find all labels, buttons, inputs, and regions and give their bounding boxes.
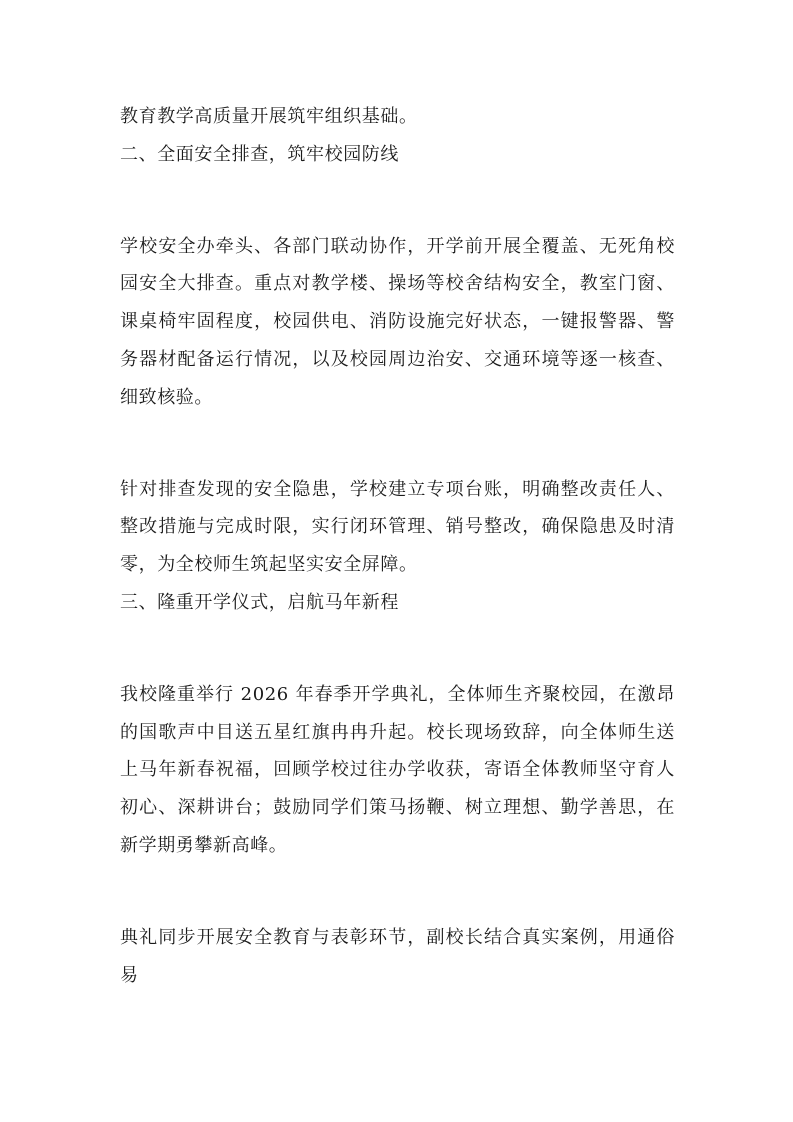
paragraph-opening-ceremony: 我校隆重举行 2026 年春季开学典礼，全体师生齐聚校园，在激昂的国歌声中目送五星红旗冉冉升起。校长现场致辞，向全体师生送上马年新春祝福，回顾学校过往办学收获，寄语全体教师坚守育人初心、深耕讲台；鼓励同学们策马扬鞭、树立理想、勤学善思，在新学期勇攀新高峰。	[120, 683, 675, 856]
paragraph-continuation: 教育教学高质量开展筑牢组织基础。	[120, 106, 418, 127]
section-heading-opening-ceremony: 三、隆重开学仪式，启航马年新程	[120, 591, 399, 613]
paragraph-hazard-rectification: 针对排查发现的安全隐患，学校建立专项台账，明确整改责任人、整改措施与完成时限，实行闭环管理、销号整改，确保隐患及时清零，为全校师生筑起坚实安全屏障。	[120, 478, 675, 576]
paragraph-safety-inspection: 学校安全办牵头、各部门联动协作，开学前开展全覆盖、无死角校园安全大排查。重点对教学楼、操场等校舍结构安全，教室门窗、课桌椅牢固程度，校园供电、消防设施完好状态，一键报警器、警务器材配备运行情况，以及校园周边治安、交通环境等逐一核查、细致核验。	[120, 235, 675, 408]
section-heading-safety-inspection: 二、全面安全排查，筑牢校园防线	[120, 143, 399, 165]
document-body	[120, 98, 675, 994]
paragraph-safety-education: 典礼同步开展安全教育与表彰环节，副校长结合真实案例，用通俗易	[120, 926, 675, 986]
